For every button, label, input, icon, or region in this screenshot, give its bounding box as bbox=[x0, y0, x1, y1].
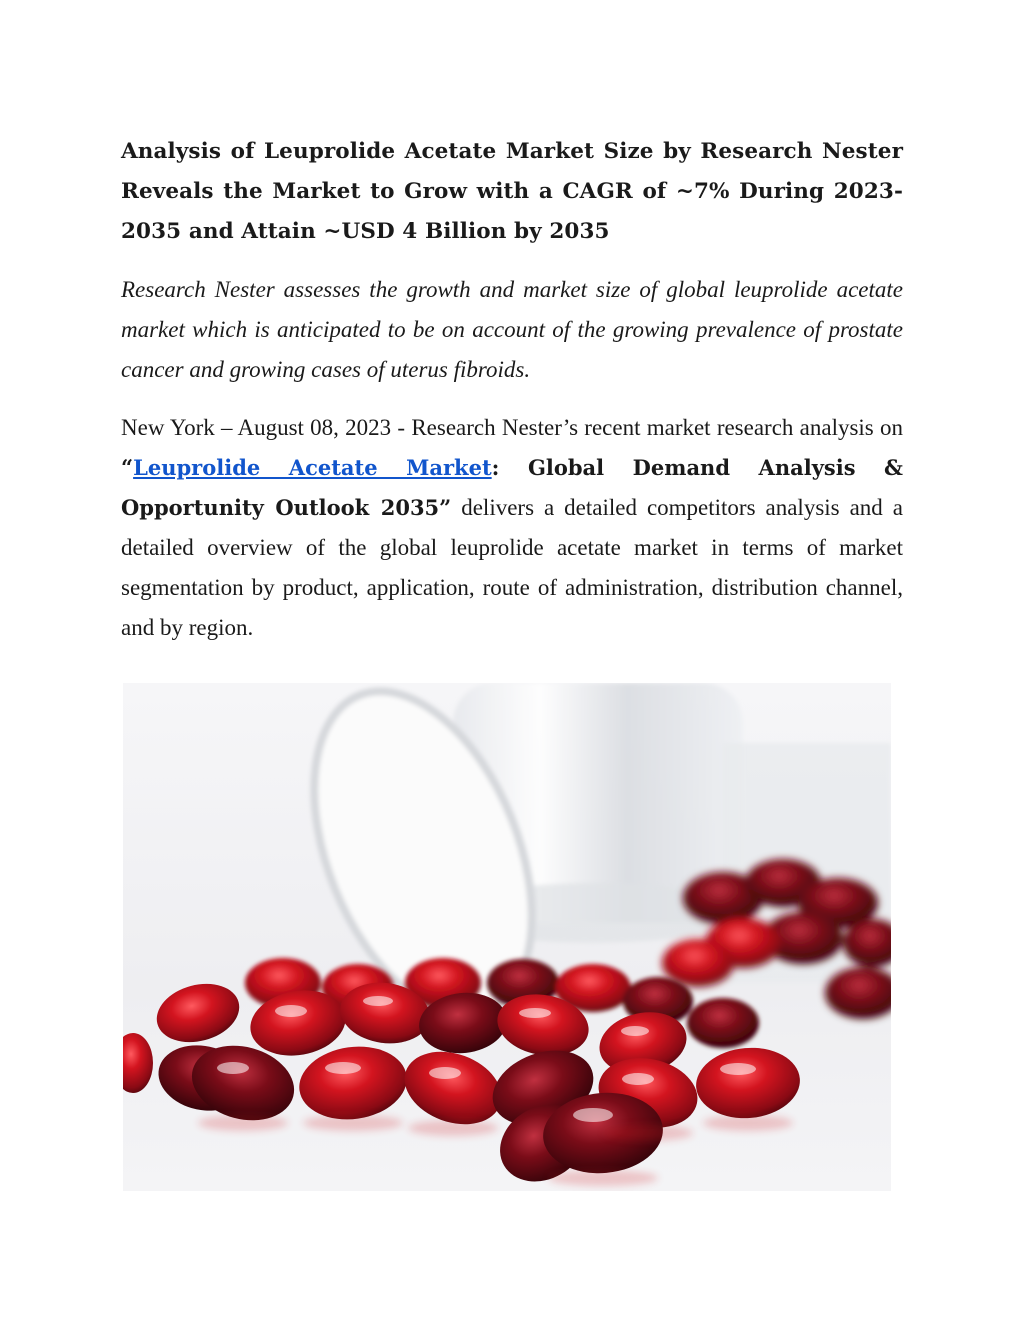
article-subheadline: Research Nester assesses the growth and market size of global leuprolide acetate market which is anticipated to be on account of the growing prevalence of prostate cancer and growing cases of uterus fibroids. bbox=[121, 277, 903, 382]
article bbox=[121, 132, 903, 648]
capsules-photo bbox=[123, 683, 891, 1191]
capsules-illustration bbox=[123, 683, 891, 1191]
article-body-paragraph bbox=[121, 408, 903, 648]
dateline-text: New York – August 08, 2023 - Research Nester’s recent market research analysis on bbox=[121, 415, 903, 440]
leuprolide-market-link[interactable]: Leuprolide Acetate Market bbox=[133, 455, 492, 480]
quote-mark: “ bbox=[121, 455, 134, 480]
body-rest-text: delivers a detailed competitors analysis and a detailed overview of the global leuprolide acetate market in terms of market segmentation by product, application, route of administration, distribution channel, and by region. bbox=[121, 495, 903, 640]
article-headline: Analysis of Leuprolide Acetate Market Size by Research Nester Reveals the Market to Grow with a CAGR of ~7% During 2023-2035 and Attain ~USD 4 Billion by 2035 bbox=[121, 139, 903, 244]
report-title-text: : Global Demand Analysis & Opportunity Outlook 2035” bbox=[121, 455, 904, 520]
